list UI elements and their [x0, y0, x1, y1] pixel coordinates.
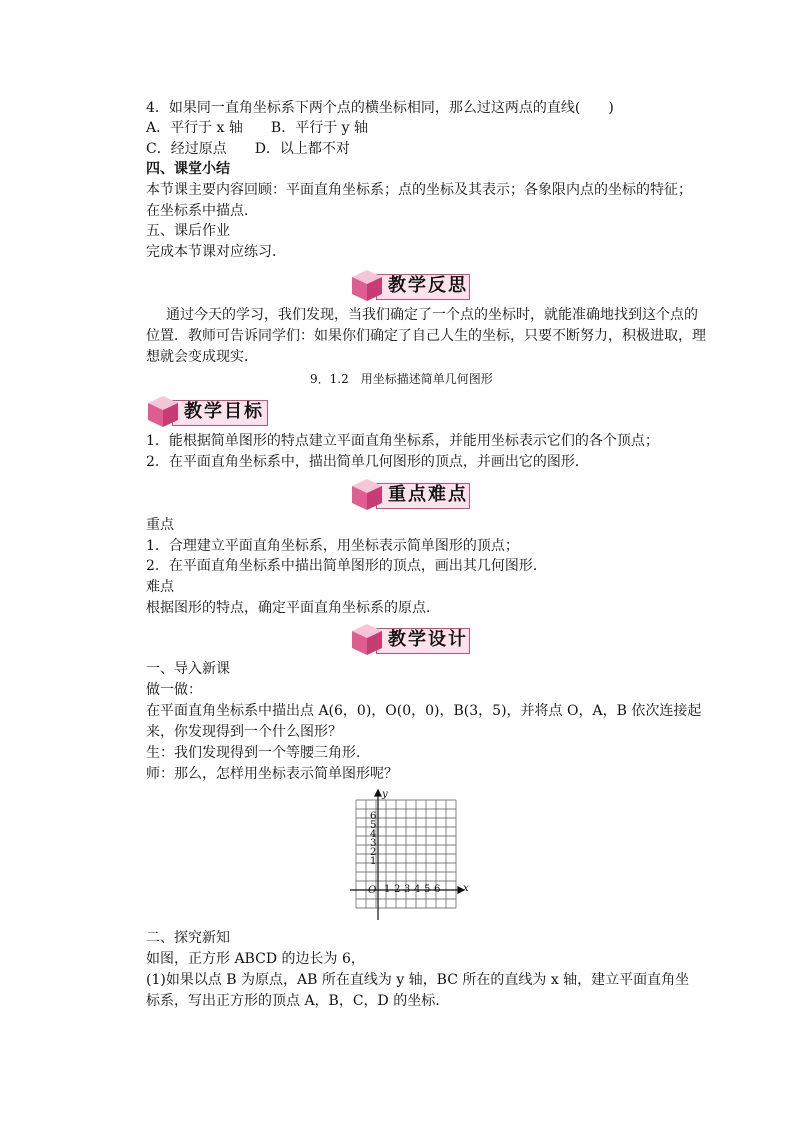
try-label: 做一做：	[146, 682, 202, 698]
goal-2: 2．在平面直角坐标系中，描出简单几何图形的顶点，并画出它的图形．	[146, 454, 589, 470]
explore-line-1: 如图，正方形 ABCD 的边长为 6，	[146, 951, 365, 967]
question-4-options-ab: A．平行于 x 轴 B．平行于 y 轴	[146, 120, 369, 136]
y-tick-label: 1	[370, 856, 377, 867]
teacher-question: 师：那么，怎样用坐标表示简单图形呢？	[146, 766, 398, 782]
key-label: 重点	[146, 517, 174, 533]
origin-label: O	[368, 885, 377, 896]
question-4: 4．如果同一直角坐标系下两个点的横坐标相同，那么过这两点的直线( )	[146, 100, 614, 116]
x-axis-label: x	[463, 883, 469, 894]
homework-line-1: 完成本节课对应练习．	[146, 244, 286, 260]
banner-goals	[146, 394, 270, 430]
explore-heading: 二、探究新知	[146, 930, 230, 946]
reflection-line-2: 位置．教师可告诉同学们：如果你们确定了自己人生的坐标，只要不断努力，积极进取，理	[146, 328, 706, 344]
summary-heading: 四、课堂小结	[146, 161, 230, 177]
x-tick-label: 1	[384, 884, 391, 895]
intro-heading: 一、导入新课	[146, 661, 230, 677]
banner-key-points	[350, 477, 472, 513]
x-tick-label: 2	[394, 884, 401, 895]
x-tick-label: 6	[434, 884, 441, 895]
design-line-2: 来，你发现得到一个什么图形？	[146, 724, 342, 740]
cube-icon	[350, 622, 384, 656]
difficulty-1: 根据图形的特点，确定平面直角坐标系的原点．	[146, 600, 440, 616]
question-4-options-cd: C．经过原点 D．以上都不对	[146, 141, 350, 157]
y-tick-label: 6	[370, 811, 377, 822]
x-tick-label: 5	[424, 884, 431, 895]
explore-line-3: 标系，写出正方形的顶点 A，B，C，D 的坐标．	[146, 993, 450, 1009]
banner-title: 教学目标	[184, 401, 264, 422]
y-tick-label: 5	[370, 820, 377, 831]
design-line-1: 在平面直角坐标系中描出点 A(6，0)，O(0，0)，B(3，5)，并将点 O，A，B 依次连接起	[146, 703, 702, 719]
y-tick-label: 3	[370, 838, 377, 849]
key-point-2: 2．在平面直角坐标系中描出简单图形的顶点，画出其几何图形．	[146, 558, 547, 574]
cube-icon	[146, 394, 180, 428]
key-point-1: 1．合理建立平面直角坐标系，用坐标表示简单图形的顶点；	[146, 538, 519, 554]
homework-heading: 五、课后作业	[146, 223, 230, 239]
x-tick-label: 3	[404, 884, 411, 895]
y-tick-label: 4	[370, 829, 377, 840]
banner-title: 教学反思	[388, 275, 468, 296]
banner-design	[350, 622, 472, 658]
difficulty-label: 难点	[146, 579, 174, 595]
summary-line-2: 在坐标系中描点．	[146, 203, 258, 219]
summary-line-1: 本节课主要内容回顾：平面直角坐标系；点的坐标及其表示；各象限内点的坐标的特征；	[146, 182, 692, 198]
y-tick-label: 2	[370, 847, 377, 858]
goal-1: 1．能根据简单图形的特点建立平面直角坐标系，并能用坐标表示它们的各个顶点；	[146, 433, 659, 449]
explore-line-2: (1)如果以点 B 为原点，AB 所在直线为 y 轴，BC 所在的直线为 x 轴，建立平面直角坐	[146, 972, 690, 988]
banner-title: 教学设计	[388, 629, 468, 650]
cube-icon	[350, 477, 384, 511]
coordinate-grid-figure	[350, 788, 470, 920]
cube-icon	[350, 268, 384, 302]
banner-reflection	[350, 268, 472, 304]
student-answer: 生：我们发现得到一个等腰三角形．	[146, 745, 370, 761]
banner-title: 重点难点	[388, 484, 468, 505]
y-axis-label: y	[382, 789, 388, 800]
lesson-title: 9．1.2 用坐标描述简单几何图形	[310, 372, 493, 386]
reflection-line-1: 通过今天的学习，我们发现，当我们确定了一个点的坐标时，就能准确地找到这个点的	[166, 307, 698, 323]
reflection-line-3: 想就会变成现实．	[146, 349, 258, 365]
x-tick-label: 4	[414, 884, 421, 895]
